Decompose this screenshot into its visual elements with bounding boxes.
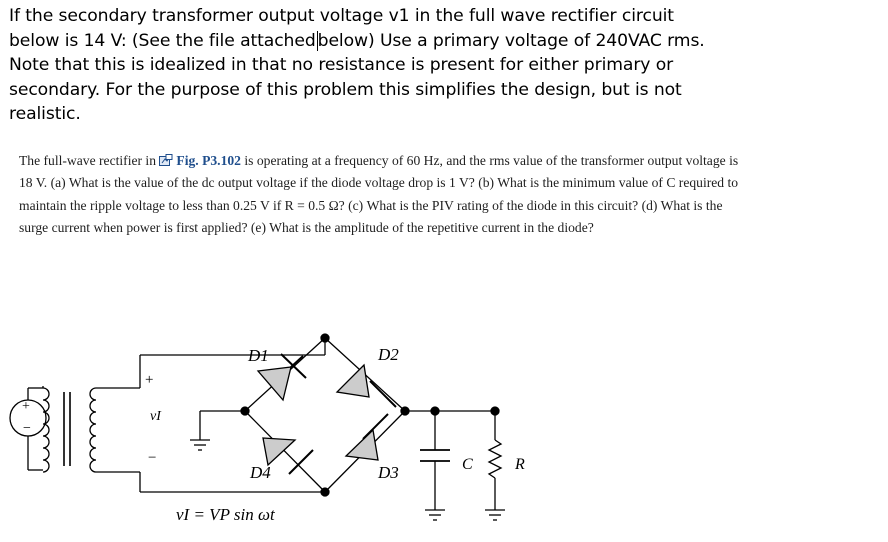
question-line-5: realistic. (9, 104, 81, 125)
source-minus: − (23, 421, 31, 436)
figure-link-label: Fig. P3.102 (176, 153, 241, 168)
capacitor-label: C (462, 456, 473, 473)
rectifier-circuit (0, 320, 888, 542)
resistor-label: R (515, 456, 525, 473)
textbook-problem (19, 150, 881, 240)
primary-coil (43, 386, 49, 472)
figure-link-icon (159, 154, 173, 167)
diode-d2 (337, 365, 396, 407)
book-line-1 (19, 150, 881, 172)
book-line-4: surge current when power is first applied? (e) What is the amplitude of the repetitive current in the diode? (19, 220, 594, 236)
d2-label: D2 (378, 345, 399, 364)
secondary-coil (90, 388, 96, 472)
resistor-zigzag (489, 440, 501, 478)
figure-link[interactable] (159, 153, 241, 168)
equation: vI = VP sin ωt (176, 505, 275, 524)
question-line-2b: below) Use a primary voltage of 240VAC rms. (317, 30, 705, 51)
book-line-2: 18 V. (a) What is the value of the dc output voltage if the diode voltage drop is 1 V? (b) What is the minimum value of C required to (19, 175, 739, 191)
source-plus: + (22, 399, 30, 414)
secondary-minus: − (148, 450, 157, 466)
question-text (9, 4, 879, 127)
d3-label: D3 (378, 463, 399, 482)
question-line-1: If the secondary transformer output voltage v1 in the full wave rectifier circuit (9, 6, 674, 26)
question-line-4: secondary. For the purpose of this problem this simplifies the design, but is not (9, 79, 682, 100)
secondary-plus: + (145, 372, 154, 388)
d4-label: D4 (250, 463, 271, 482)
question-line-2a: below is 14 V: (See the file attached (9, 30, 316, 51)
vi-label: vI (150, 409, 161, 424)
book-line-1-pre: The full-wave rectifier in (19, 153, 160, 168)
question-line-2 (9, 29, 879, 54)
book-line-3: maintain the ripple voltage to less than 0.25 V if R = 0.5 Ω? (c) What is the PIV rating of the diode in this circuit? (d) What is the (19, 197, 723, 213)
d1-label: D1 (248, 346, 269, 365)
book-line-1-post: is operating at a frequency of 60 Hz, and the rms value of the transformer output voltage is (240, 153, 739, 168)
diode-d3 (346, 414, 388, 460)
question-line-3: Note that this is idealized in that no resistance is present for either primary or (9, 55, 674, 76)
